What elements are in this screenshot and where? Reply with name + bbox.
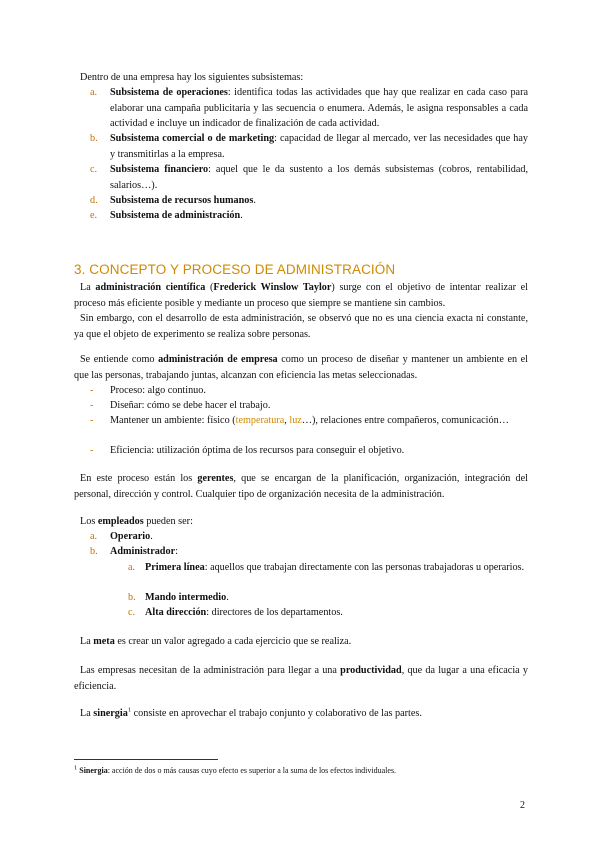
list-marker: d. xyxy=(90,195,98,206)
dash-marker: - xyxy=(90,445,94,456)
process-item-proceso: Proceso: algo continuo. xyxy=(110,385,206,396)
process-item-disenar: Diseñar: cómo se debe hacer el trabajo. xyxy=(110,400,271,411)
paragraph-sin-embargo: Sin embargo, con el desarrollo de esta administración, se observó que no es una ciencia exacta ni constante, ya que el objeto de experimento se realiza sobre personas. xyxy=(74,313,528,340)
paragraph-gerentes: En este proceso están los gerentes, que se encargan de la planificación, organización, integración del personal, dirección y control. Cualquier tipo de organización necesita de la administración. xyxy=(74,473,528,500)
dash-marker: - xyxy=(90,415,94,426)
section-heading: 3. CONCEPTO Y PROCESO DE ADMINISTRACIÓN xyxy=(74,262,396,277)
list-item-operaciones: Subsistema de operaciones: identifica todas las actividades que hay que realizar en cada caso para elaborar una campaña publicitaria y las secuencia o enumera. Además, le asigna responsables a cada actividad e incluye un indicador de finalización de cada actividad. xyxy=(110,87,528,129)
paragraph-sinergia: La sinergia$^1$ consiste en aprovechar el trabajo conjunto y colaborativo de las partes. xyxy=(80,706,422,719)
list-item-rrhh: Subsistema de recursos humanos. xyxy=(110,195,256,206)
process-item-eficiencia: Eficiencia: utilización óptima de los recursos para conseguir el objetivo. xyxy=(110,445,405,456)
list-marker: c. xyxy=(128,607,136,618)
footnote: $^1$ Sinergia: acción de dos o más causas cuyo efecto es superior a la suma de los efectos individuales. xyxy=(74,764,397,775)
list-marker: e. xyxy=(90,210,98,221)
dash-marker: - xyxy=(90,400,94,411)
list-item-financiero: Subsistema financiero: aquel que le da sustento a los demás subsistemas (cobros, rentabilidad, salarios…). xyxy=(110,164,528,191)
paragraph-taylor: La administración científica (Frederick Winslow Taylor) surge con el objetivo de intentar realizar el proceso más eficiente posible y mediante un proceso que siempre se mantiene sin cambios. xyxy=(74,282,528,309)
paragraph-administracion-empresa: Se entiende como administración de empresa como un proceso de diseñar y mantener un ambiente en el que las personas, trabajando juntas, alcanzan con eficiencia las metas seleccionadas. xyxy=(74,354,529,381)
footnote-ref[interactable]: 1 xyxy=(127,706,132,714)
employee-administrador: Administrador: xyxy=(110,546,178,557)
list-marker: b. xyxy=(90,546,98,557)
paragraph-productividad: Las empresas necesitan de la administración para llegar a una productividad, que da lugar a una eficacia y eficiencia. xyxy=(74,665,528,692)
list-marker: c. xyxy=(90,164,98,175)
list-marker: b. xyxy=(90,133,98,144)
page-number: 2 xyxy=(520,800,525,811)
list-marker: a. xyxy=(128,562,136,573)
employee-alta-direccion: Alta dirección: directores de los departamentos. xyxy=(145,607,343,618)
footnote-divider xyxy=(74,759,218,760)
paragraph-meta: La meta es crear un valor agregado a cada ejercicio que se realiza. xyxy=(80,636,352,647)
paragraph-empleados: Los empleados pueden ser: xyxy=(80,516,193,527)
employee-operario: Operario. xyxy=(110,531,153,542)
list-marker: b. xyxy=(128,592,136,603)
process-item-mantener: Mantener un ambiente: físico (temperatura, luz…), relaciones entre compañeros, comunicación… xyxy=(110,415,509,426)
list-marker: a. xyxy=(90,531,98,542)
intro-paragraph: Dentro de una empresa hay los siguientes subsistemas: xyxy=(80,72,304,83)
employee-mando-intermedio: Mando intermedio. xyxy=(145,592,229,603)
list-marker: a. xyxy=(90,87,98,98)
list-item-administracion: Subsistema de administración. xyxy=(110,210,243,221)
employee-primera-linea: Primera línea: aquellos que trabajan directamente con las personas trabajadoras u operarios. xyxy=(145,562,525,573)
list-item-comercial: Subsistema comercial o de marketing: capacidad de llegar al mercado, ver las necesidades que hay y transmitirlas a la empresa. xyxy=(110,133,528,160)
dash-marker: - xyxy=(90,385,94,396)
